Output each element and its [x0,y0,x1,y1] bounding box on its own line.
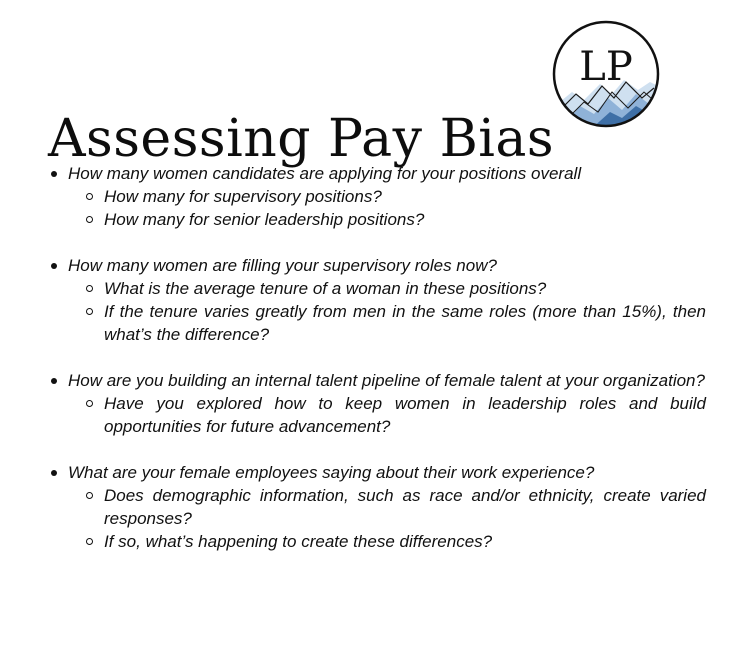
question-list [48,162,706,576]
sub-question-item: If the tenure varies greatly from men in the same roles (more than 15%), then what’s the difference? [84,300,706,346]
question-item [48,369,706,438]
sub-question-item: How many for supervisory positions? [84,185,706,208]
question-text: How many women are filling your supervisory roles now? [68,256,497,275]
question-text: What are your female employees saying about their work experience? [68,463,595,482]
logo-text: LP [579,44,633,90]
sub-question-item: Have you explored how to keep women in leadership roles and build opportunities for future advancement? [84,392,706,438]
mountain-logo-icon [550,18,662,130]
sub-question-item: Does demographic information, such as race and/or ethnicity, create varied responses? [84,484,706,530]
question-item [48,461,706,553]
logo [550,18,662,130]
sub-question-item: If so, what’s happening to create these differences? [84,530,706,553]
sub-question-item: What is the average tenure of a woman in these positions? [84,277,706,300]
question-item [48,162,706,231]
question-item [48,254,706,346]
question-text: How many women candidates are applying for your positions overall [68,164,582,183]
sub-question-item: How many for senior leadership positions? [84,208,706,231]
question-text: How are you building an internal talent pipeline of female talent at your organization? [68,371,705,390]
page-title: Assessing Pay Bias [48,108,555,169]
